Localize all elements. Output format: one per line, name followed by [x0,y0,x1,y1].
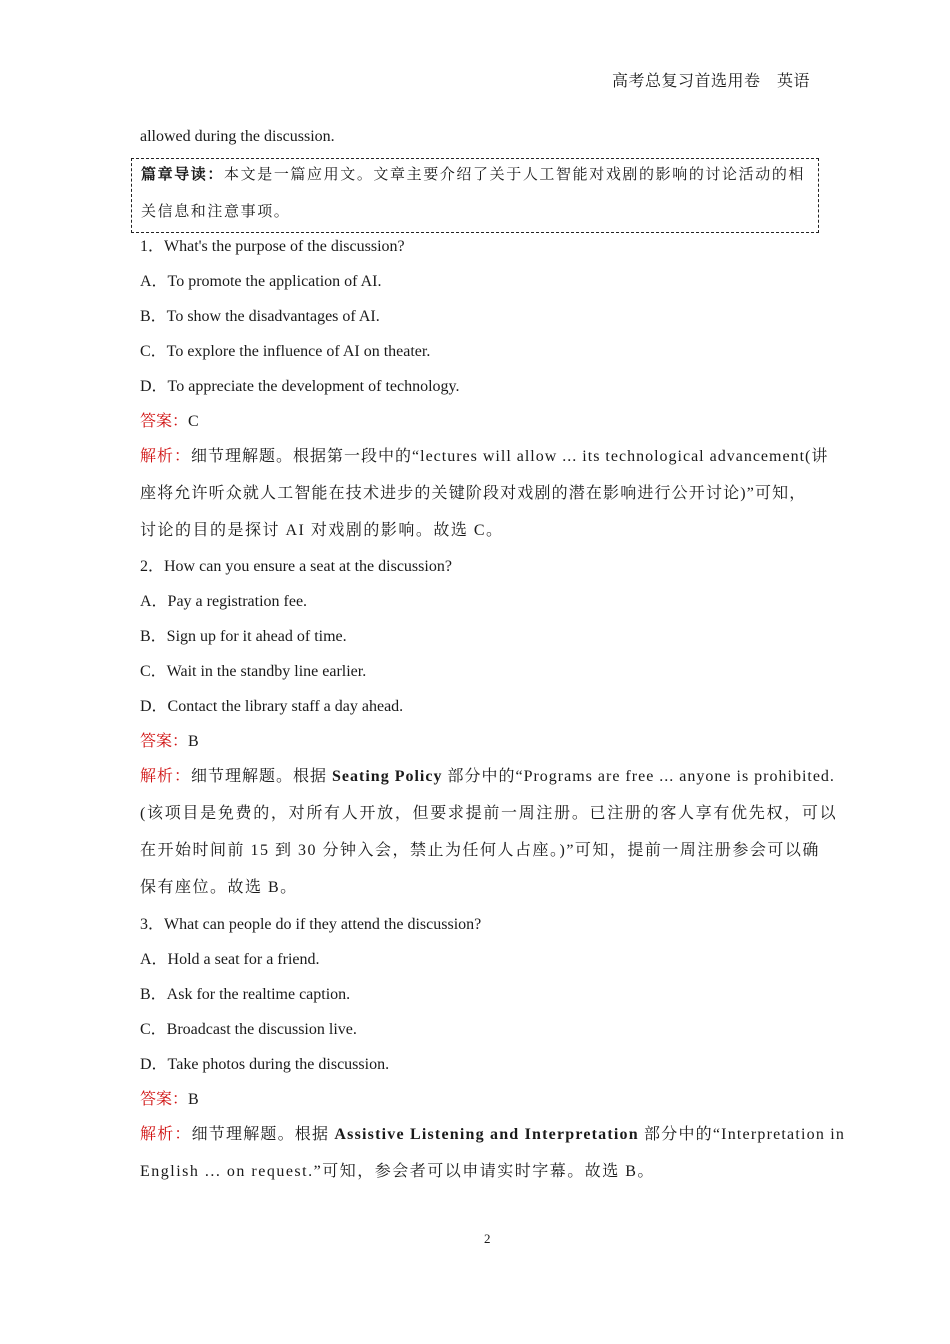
question-2-stem: 2．How can you ensure a seat at the discussion? [140,558,452,575]
question-3-option-c: C．Broadcast the discussion live. [140,1021,357,1038]
question-1-analysis-line-3: 讨论的目的是探讨 AI 对戏剧的影响。故选 C。 [140,522,504,539]
section-name: Seating Policy [332,768,443,785]
question-1-analysis-line-2: 座将允许听众就人工智能在技术进步的关键阶段对戏剧的潜在影响进行公开讨论)”可知， [140,485,807,502]
section-name: Assistive Listening and Interpretation [334,1126,639,1143]
question-3-stem: 3．What can people do if they attend the discussion? [140,916,482,933]
question-2-analysis-line-3: 在开始时间前 15 到 30 分钟入会，禁止为任何人占座。)”可知，提前一周注册参会可以确 [140,842,820,859]
answer-label: 答案： [140,1091,189,1108]
answer-value: B [188,733,199,750]
question-2-option-c: C．Wait in the standby line earlier. [140,663,367,680]
answer-label: 答案： [140,413,189,430]
question-2-analysis-line-4: 保有座位。故选 B。 [140,879,298,896]
question-2-answer [140,731,812,753]
question-1-option-c: C．To explore the influence of AI on theater. [140,343,431,360]
analysis-label: 解析： [140,768,192,785]
question-3-option-a: A．Hold a seat for a friend. [140,951,320,968]
question-2-analysis-line-2: (该项目是免费的，对所有人开放，但要求提前一周注册。已注册的客人享有优先权，可以 [140,805,838,822]
page-number: 2 [484,1231,491,1246]
question-1-analysis-line-1: 解析：细节理解题。根据第一段中的“lectures will allow ... its technological advancement(讲 [140,448,829,465]
analysis-label: 解析： [140,448,192,465]
answer-label: 答案： [140,733,189,750]
question-2-option-d: D．Contact the library staff a day ahead. [140,698,404,715]
question-1-option-a: A．To promote the application of AI. [140,273,382,290]
question-3-option-b: B．Ask for the realtime caption. [140,986,351,1003]
intro-line-2: 关信息和注意事项。 [141,204,291,220]
page-header: 高考总复习首选用卷 英语 [611,73,810,90]
answer-value: C [188,413,199,430]
chapter-intro-box [131,158,819,233]
question-3-analysis-line-1: 解析：细节理解题。根据 Assistive Listening and Interpretation 部分中的“Interpretation in [140,1126,846,1143]
question-1-option-b: B．To show the disadvantages of AI. [140,308,380,325]
question-3-analysis-line-2: English ... on request.”可知，参会者可以申请实时字幕。故选 B。 [140,1163,655,1180]
question-2-option-b: B．Sign up for it ahead of time. [140,628,347,645]
previous-text-line: allowed during the discussion. [140,128,335,145]
question-2-option-a: A．Pay a registration fee. [140,593,308,610]
intro-text-1: 本文是一篇应用文。文章主要介绍了关于人工智能对戏剧的影响的讨论活动的相 [224,167,806,183]
analysis-label: 解析： [140,1126,192,1143]
answer-value: B [188,1091,199,1108]
intro-label: 篇章导读： [141,167,225,183]
question-3-option-d: D．Take photos during the discussion. [140,1056,390,1073]
question-1-stem: 1．What's the purpose of the discussion? [140,238,405,255]
question-1-answer [140,411,812,433]
intro-line-1 [141,163,805,184]
question-2-analysis-line-1: 解析：细节理解题。根据 Seating Policy 部分中的“Programs are free ... anyone is prohibited. [140,768,835,785]
question-1-option-d: D．To appreciate the development of technology. [140,378,460,395]
question-3-answer [140,1089,812,1111]
